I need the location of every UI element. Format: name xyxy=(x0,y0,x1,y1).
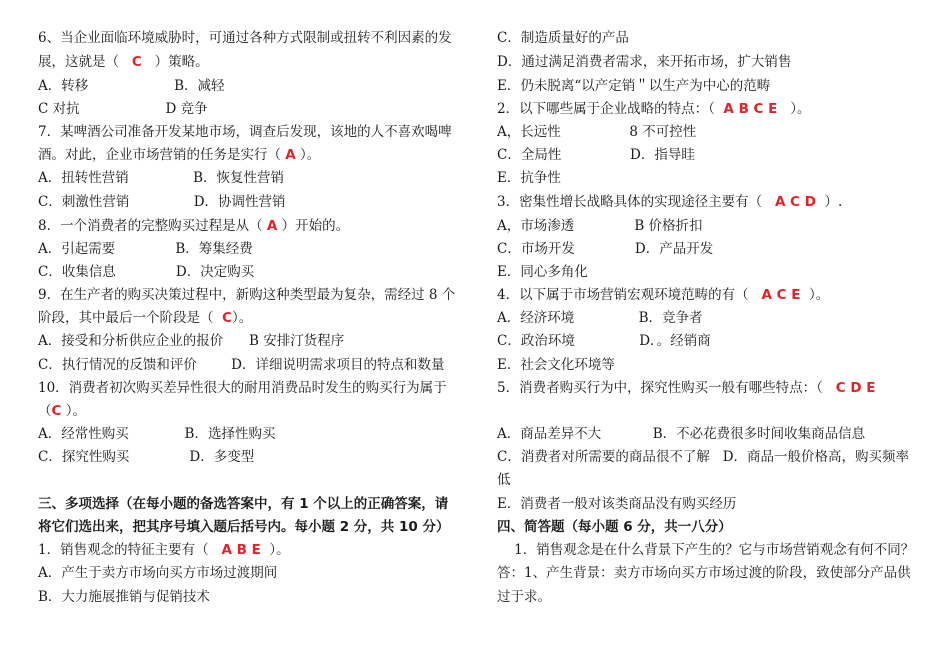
line-text: E．同心多角化 xyxy=(497,264,588,280)
line-text: 3．密集性增长战略具体的实现途径主要有（ xyxy=(497,194,775,210)
text-line xyxy=(38,401,86,421)
text-line xyxy=(497,239,713,259)
line-text: E．抗争性 xyxy=(497,170,561,186)
text-line xyxy=(38,239,253,259)
line-text: D．通过满足消费者需求，来开拓市场，扩大销售 xyxy=(497,54,792,70)
line-text: E．仍未脱离“以产定销＂以生产为中心的范畴 xyxy=(497,78,771,94)
text-line xyxy=(38,378,447,398)
line-text: A．接受和分析供应企业的报价 B 安排汀货程序 xyxy=(38,333,345,349)
line-text: C．市场开发 D．产品开发 xyxy=(497,241,714,257)
line-text-tail: ）。 xyxy=(61,403,86,419)
line-text: 阶段，其中最后一个阶段是（ xyxy=(38,310,223,326)
line-text: C 对抗 D 竞争 xyxy=(38,101,208,117)
line-text-tail: ）. xyxy=(815,194,843,210)
text-line xyxy=(497,378,875,398)
text-line xyxy=(497,308,703,328)
line-text-tail: ）开始的。 xyxy=(277,218,350,234)
line-text: 1．销售观念是在什么背景下产生的？它与市场营销观念有何不同？ xyxy=(497,542,915,558)
text-line xyxy=(38,447,254,467)
text-line xyxy=(497,99,811,119)
text-line xyxy=(38,355,444,375)
text-line xyxy=(38,308,252,328)
line-text: 4．以下属于市场营销宏观环境范畴的有（ xyxy=(497,287,762,303)
text-line xyxy=(497,540,914,560)
answer-mark: A C E xyxy=(761,287,801,303)
line-text: C．制造质量好的产品 xyxy=(497,30,629,46)
text-line xyxy=(38,216,349,236)
line-text: C．刺激性营销 D．协调性营销 xyxy=(38,194,286,210)
line-text: A，市场渗透 B 价格折扣 xyxy=(497,218,703,234)
line-text: C．全局性 D．指导眭 xyxy=(497,147,695,163)
answer-mark: C xyxy=(131,54,142,70)
text-line xyxy=(38,285,455,305)
line-text: C．收集信息 D．决定购买 xyxy=(38,264,255,280)
text-line xyxy=(38,145,320,165)
text-line xyxy=(497,262,588,282)
text-line xyxy=(497,470,511,490)
line-text: 三、多项选择（在每小题的备选答案中，有 1 个以上的正确答案，请 xyxy=(38,496,449,512)
line-text: C．政治环境 D．。经销商 xyxy=(497,333,711,349)
text-line xyxy=(497,28,629,48)
text-line xyxy=(38,52,209,72)
text-line xyxy=(497,76,770,96)
line-text: C．消费者对所需要的商品很不了解 D．商品一般价格高，购买频率 xyxy=(497,449,910,465)
line-text: 7．某啤酒公司准备开发某地市场，调查后发现，该地的人不喜欢喝啤 xyxy=(38,124,452,140)
text-line xyxy=(38,28,452,48)
text-line xyxy=(38,331,344,351)
line-text: 展，这就是（ xyxy=(38,54,132,70)
text-line xyxy=(38,99,208,119)
line-text: 酒。对此，企业市场营销的任务是实行（ xyxy=(38,147,286,163)
answer-mark: A C D xyxy=(774,194,816,210)
line-text: 6、当企业面临环境威胁时，可通过各种方式限制或扭转不利因素的发 xyxy=(38,30,452,46)
line-text: 5．消费者购买行为中，探究性购买一般有哪些特点：（ xyxy=(497,380,836,396)
line-text: A．经常性购买 B．选择性购买 xyxy=(38,426,276,442)
line-text: 2．以下哪些属于企业战略的特点：（ xyxy=(497,101,724,117)
line-text: 9．在生产者的购买决策过程中，新购这种类型最为复杂，需经过 8 个 xyxy=(38,287,456,303)
text-line xyxy=(38,424,275,444)
text-line xyxy=(38,192,286,212)
text-line xyxy=(497,587,551,607)
line-text: 10．消费者初次购买差异性很大的耐用消费品时发生的购买行为属于 xyxy=(38,380,447,396)
line-text: （ xyxy=(38,403,52,419)
section-heading xyxy=(497,517,732,537)
text-line xyxy=(497,122,696,142)
line-text-tail: ）策略。 xyxy=(141,54,209,70)
text-line xyxy=(497,355,615,375)
line-text: 四、简答题（每小题 6 分，共一八分） xyxy=(497,519,732,535)
text-line xyxy=(497,563,911,583)
text-line xyxy=(497,216,703,236)
line-text: A．扭转性营销 B．恢复性营销 xyxy=(38,170,285,186)
answer-mark: A xyxy=(285,147,296,163)
line-text: 过于求。 xyxy=(497,589,551,605)
line-text: A．商品差异不大 B．不必花费很多时间收集商品信息 xyxy=(497,426,866,442)
text-line xyxy=(497,192,842,212)
line-text: E．社会文化环境等 xyxy=(497,357,615,373)
line-text: C．探究性购买 D．多变型 xyxy=(38,449,255,465)
section-heading xyxy=(38,517,449,537)
text-line xyxy=(38,563,277,583)
text-line xyxy=(38,262,254,282)
line-text: A．产生于卖方市场向买方市场过渡期间 xyxy=(38,565,278,581)
line-text-tail: ）。 xyxy=(800,287,830,303)
line-text: A．转移 B．减轻 xyxy=(38,78,225,94)
line-text-tail: ）。 xyxy=(232,310,253,326)
line-text-tail: ）。 xyxy=(777,101,811,117)
text-line xyxy=(497,168,561,188)
text-line xyxy=(38,122,452,142)
line-text: 8．一个消费者的完整购买过程是从（ xyxy=(38,218,267,234)
line-text: E．消费者一般对该类商品没有购买经历 xyxy=(497,496,737,512)
text-line xyxy=(497,285,829,305)
text-line xyxy=(497,447,909,467)
section-heading xyxy=(38,494,448,514)
answer-mark: C xyxy=(51,403,62,419)
line-text-tail: ）。 xyxy=(295,147,321,163)
text-line xyxy=(497,52,791,72)
line-text-tail: ）。 xyxy=(260,542,290,558)
line-text: A．引起需要 B．筹集经费 xyxy=(38,241,253,257)
text-line xyxy=(497,424,865,444)
line-text: A．经济环境 B．竞争者 xyxy=(497,310,703,326)
line-text: 低 xyxy=(497,472,511,488)
answer-mark: C D E xyxy=(835,380,876,396)
text-line xyxy=(497,494,736,514)
answer-mark: A xyxy=(266,218,278,234)
line-text: 1．销售观念的特征主要有（ xyxy=(38,542,222,558)
line-text: B．大力施展推销与促销技术 xyxy=(38,589,210,605)
text-line xyxy=(38,76,225,96)
answer-mark: C xyxy=(222,310,233,326)
text-line xyxy=(38,168,284,188)
text-line xyxy=(38,540,290,560)
line-text: A，长远性 8 不可控性 xyxy=(497,124,697,140)
line-text: 答：1、产生背景：卖方市场向买方市场过渡的阶段，致使部分产品供 xyxy=(497,565,911,581)
answer-mark: A B C E xyxy=(723,101,778,117)
line-text: 将它们选出来，把其序号填入题后括号内。每小题 2 分，共 10 分） xyxy=(38,519,450,535)
text-line xyxy=(38,587,210,607)
answer-mark: A B E xyxy=(221,542,261,558)
text-line xyxy=(497,331,711,351)
line-text: C．执行情况的反馈和评价 D．详细说明需求项目的特点和数量 xyxy=(38,357,445,373)
text-line xyxy=(497,145,695,165)
